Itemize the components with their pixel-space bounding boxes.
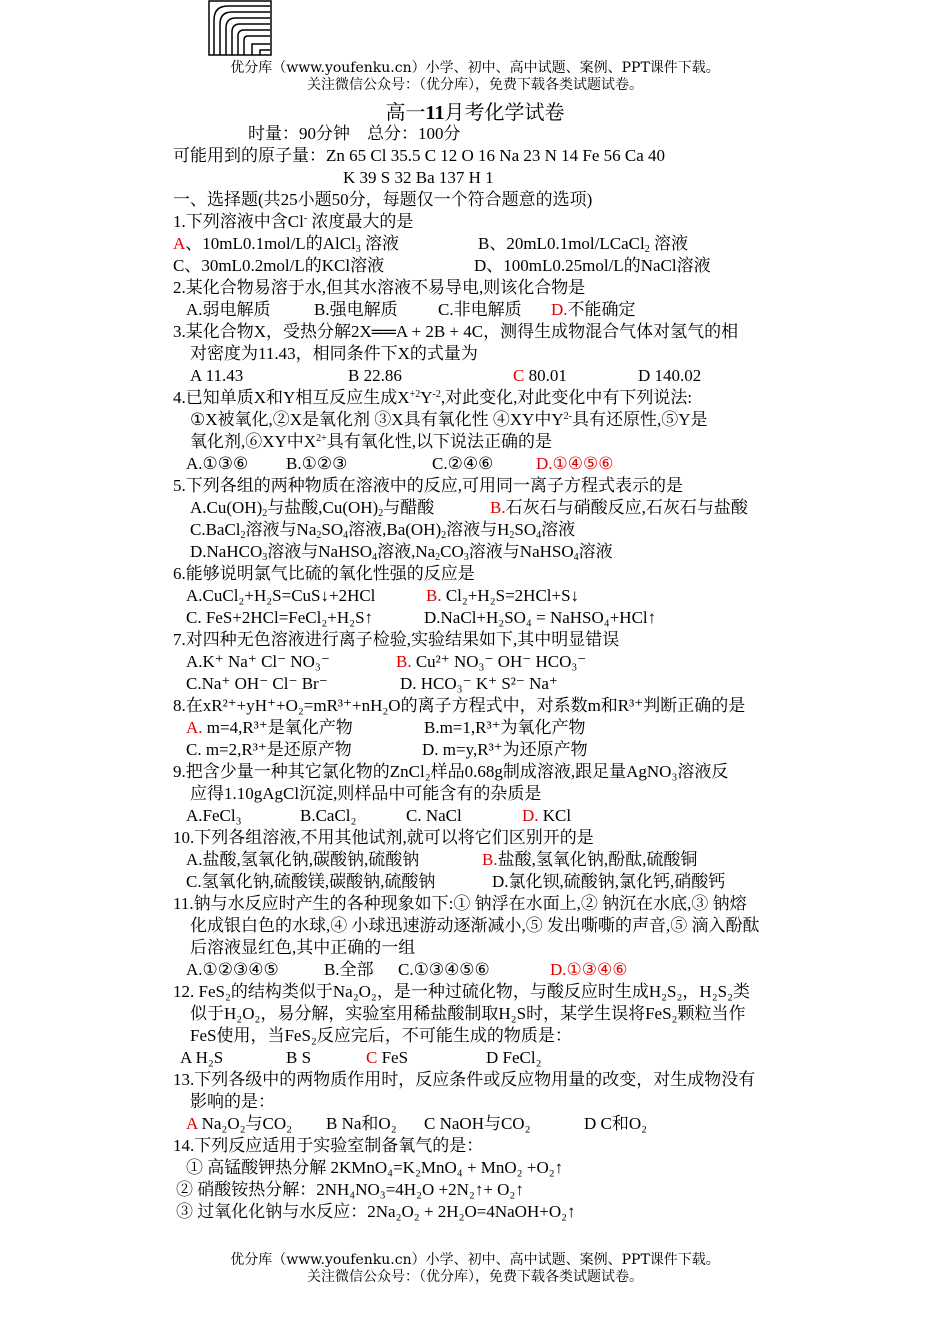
question-12-option-c: C FeS <box>366 1048 409 1067</box>
question-14-item-2: ② 硝酸铵热分解：2NH₄NO₃=4H₂O +2N₂↑+ O₂↑ <box>176 1180 524 1199</box>
question-8-option-d: D. m=y,R³⁺为还原产物 <box>422 740 588 759</box>
question-11-option-a: A.①②③④⑤ <box>186 960 279 979</box>
atomic-masses-line-1: 可能用到的原子量：Zn 65 Cl 35.5 C 12 O 16 Na 23 N 14 Fe 56 Ca 40 <box>173 146 666 165</box>
question-8-stem: 8.在xR²⁺+yH⁺+O₂=mR³⁺+nH₂O的离子方程式中，对系数m和R³⁺判断正确的是 <box>173 696 746 715</box>
question-4-option-b: B.①②③ <box>286 454 348 473</box>
question-7-stem: 7.对四种无色溶液进行离子检验,实验结果如下,其中明显错误 <box>173 630 620 649</box>
question-7-option-d: D. HCO₃⁻ K⁺ S²⁻ Na⁺ <box>400 674 558 693</box>
atomic-masses-line-2: K 39 S 32 Ba 137 H 1 <box>343 168 494 187</box>
question-10-option-b: B.盐酸,氢氧化钠,酚酞,硫酸铜 <box>482 850 698 869</box>
question-11-option-c: C.①③④⑤⑥ <box>398 960 490 979</box>
question-3-option-c: C 80.01 <box>513 366 567 385</box>
question-4-option-d: D.①④⑤⑥ <box>536 454 614 473</box>
question-6-option-d: D.NaCl+H₂SO₄ = NaHSO₄+HCl↑ <box>424 608 657 627</box>
question-13-option-c: C NaOH与CO₂ <box>424 1114 531 1133</box>
question-1-option-d: D、100mL0.25mol/L的NaCl溶液 <box>474 256 711 275</box>
question-10-option-d: D.氯化钡,硫酸钠,氯化钙,硝酸钙 <box>492 872 726 891</box>
question-13-option-d: D C和O₂ <box>584 1114 648 1133</box>
wood-grain-logo-icon <box>208 0 272 56</box>
page-title: 高一11月考化学试卷 <box>385 102 565 124</box>
footer-line-1: 优分库（www.youfenku.cn）小学、初中、高中试题、案例、PPT课件下载。 <box>230 1252 720 1268</box>
question-2-option-c: C.非电解质 <box>438 300 522 319</box>
question-10-option-a: A.盐酸,氢氧化钠,碳酸钠,硫酸钠 <box>186 850 420 869</box>
question-9-stem: 9.把含少量一种其它氯化物的ZnCl₂样品0.68g制成溶液,跟足量AgNO₃溶液反 <box>173 762 729 781</box>
question-12-option-b: B S <box>286 1048 312 1067</box>
question-11-option-d: D.①③④⑥ <box>550 960 628 979</box>
question-7-option-c: C.Na⁺ OH⁻ Cl⁻ Br⁻ <box>186 674 328 693</box>
question-11-option-b: B.全部 <box>324 960 374 979</box>
question-9-option-b: B.CaCl₂ <box>300 806 357 825</box>
question-10-stem: 10.下列各组溶液,不用其他试剂,就可以将它们区别开的是 <box>173 828 594 847</box>
question-7-option-b: B. Cu²⁺ NO₃⁻ OH⁻ HCO₃⁻ <box>396 652 587 671</box>
question-4-statements-1: ①X被氧化,②X是氧化剂 ③X具有氧化性 ④XY中$Y^{2-}$具有还原性,⑤Y是 <box>190 410 708 429</box>
question-6-option-b: B. Cl₂+H₂S=2HCl+S↓ <box>426 586 580 605</box>
question-14-item-1: ① 高锰酸钾热分解 2KMnO₄=K₂MnO₄ + MnO₂ +O₂↑ <box>186 1158 564 1177</box>
question-1-option-a: A、10mL0.1mol/L的AlCl$_3$ 溶液 <box>173 234 400 255</box>
question-6-option-a: A.CuCl₂+H₂S=CuS↓+2HCl <box>186 586 376 605</box>
question-14-stem: 14.下列反应适用于实验室制备氧气的是： <box>173 1136 484 1155</box>
question-5-option-b: B.石灰石与硝酸反应,石灰石与盐酸 <box>490 498 748 517</box>
question-7-option-a: A.K⁺ Na⁺ Cl⁻ NO₃⁻ <box>186 652 330 671</box>
footer-line-2: 关注微信公众号：（优分库），免费下载各类试题试卷。 <box>307 1269 643 1285</box>
question-5-option-a: $A.Cu(OH)_2$与盐酸$,Cu(OH)_2$与醋酸 <box>190 498 435 519</box>
question-3-option-a: A 11.43 <box>190 366 244 385</box>
question-8-option-c: C. m=2,R³⁺是还原产物 <box>186 740 352 759</box>
question-6-stem: 6.能够说明氯气比硫的氧化性强的反应是 <box>173 564 475 583</box>
question-10-option-c: C.氢氧化钠,硫酸镁,碳酸钠,硫酸钠 <box>186 872 436 891</box>
question-2-option-d: D.不能确定 <box>551 300 636 319</box>
question-4-stem: 4.已知单质X和Y相互反应生成$X^{+2}Y^{-2}$,对此变化,对此变化中有下列说法: <box>173 388 693 407</box>
question-3-stem-cont: 对密度为11.43，相同条件下X的式量为 <box>190 344 478 363</box>
question-12-stem-cont-1: 似于H₂O₂，易分解，实验室用稀盐酸制取H₂S时，某学生误将FeS₂颗粒当作 <box>190 1004 746 1023</box>
question-3-option-b: B 22.86 <box>348 366 402 385</box>
question-1-option-b: B、20mL0.1mol/LCaCl$_2$ 溶液 <box>478 234 688 255</box>
question-9-option-c: C. NaCl <box>406 806 462 825</box>
question-2-option-b: B.强电解质 <box>314 300 398 319</box>
question-4-statements-2: 氧化剂,⑥XY中$X^{2+}$具有氧化性,以下说法正确的是 <box>190 432 552 451</box>
question-2-stem: 2.某化合物易溶于水,但其水溶液不易导电,则该化合物是 <box>173 278 586 297</box>
time-info: 时量：90分钟 总分：100分 <box>248 124 461 143</box>
question-11-stem: 11.钠与水反应时产生的各种现象如下:① 钠浮在水面上,② 钠沉在水底,③ 钠熔 <box>173 894 747 913</box>
question-2-option-a: A.弱电解质 <box>186 300 271 319</box>
question-13-option-b: B Na和O₂ <box>326 1114 397 1133</box>
section-heading: 一、选择题(共25小题50分，每题仅一个符合题意的选项) <box>173 190 593 209</box>
question-3-stem: 3.某化合物X，受热分解2X══A + 2B + 4C，测得生成物混合气体对氢气的相 <box>173 322 739 341</box>
question-13-option-a: A Na₂O₂与CO₂ <box>186 1114 293 1133</box>
question-4-option-c: C.②④⑥ <box>432 454 494 473</box>
question-9-option-d: D. KCl <box>522 806 572 825</box>
question-8-option-a: A. m=4,R³⁺是氧化产物 <box>186 718 353 737</box>
question-12-option-d: D FeCl₂ <box>486 1048 542 1067</box>
header-line-1: 优分库（www.youfenku.cn）小学、初中、高中试题、案例、PPT课件下载。 <box>230 60 720 76</box>
header-line-2: 关注微信公众号：（优分库），免费下载各类试题试卷。 <box>307 77 643 93</box>
question-1-option-c: C、30mL0.2mol/L的KCl溶液 <box>173 256 385 275</box>
question-3-option-d: D 140.02 <box>638 366 702 385</box>
question-13-stem: 13.下列各级中的两物质作用时，反应条件或反应物用量的改变，对生成物没有 <box>173 1070 756 1089</box>
question-5-option-d: D.NaHCO$_3$溶液与NaHSO$_4$溶液$,Na_2CO_3$溶液与NaHSO$_4$溶液 <box>190 542 613 563</box>
question-6-option-c: C. FeS+2HCl=FeCl₂+H₂S↑ <box>186 608 374 627</box>
question-11-stem-cont-2: 后溶液显红色,其中正确的一组 <box>190 938 416 957</box>
question-12-option-a: A H₂S <box>180 1048 224 1067</box>
question-1-stem: 1.下列溶液中含Cl- 浓度最大的是 <box>173 212 414 231</box>
question-12-stem-cont-2: FeS使用，当FeS₂反应完后，不可能生成的物质是： <box>190 1026 572 1045</box>
question-9-stem-cont: 应得1.10gAgCl沉淀,则样品中可能含有的杂质是 <box>190 784 542 803</box>
question-8-option-b: B.m=1,R³⁺为氧化产物 <box>424 718 586 737</box>
question-5-stem: 5.下列各组的两种物质在溶液中的反应,可用同一离子方程式表示的是 <box>173 476 683 495</box>
question-11-stem-cont-1: 化成银白色的水球,④ 小球迅速游动逐渐减小,⑤ 发出嘶嘶的声音,⑤ 滴入酚酞 <box>190 916 760 935</box>
question-4-option-a: A.①③⑥ <box>186 454 249 473</box>
question-12-stem: 12. FeS₂的结构类似于Na₂O₂，是一种过硫化物，与酸反应时生成H₂S₂，H₂S₂类 <box>173 982 751 1001</box>
question-9-option-a: A.FeCl₃ <box>186 806 242 825</box>
question-14-item-3: ③ 过氧化化钠与水反应：2Na₂O₂ + 2H₂O=4NaOH+O₂↑ <box>176 1202 576 1221</box>
question-5-option-c: C.BaCl$_2$溶液与$Na_2SO_4$溶液$,Ba(OH)_2$溶液与$H_2SO_4$溶液 <box>190 520 576 541</box>
question-13-stem-cont: 影响的是： <box>190 1092 275 1111</box>
